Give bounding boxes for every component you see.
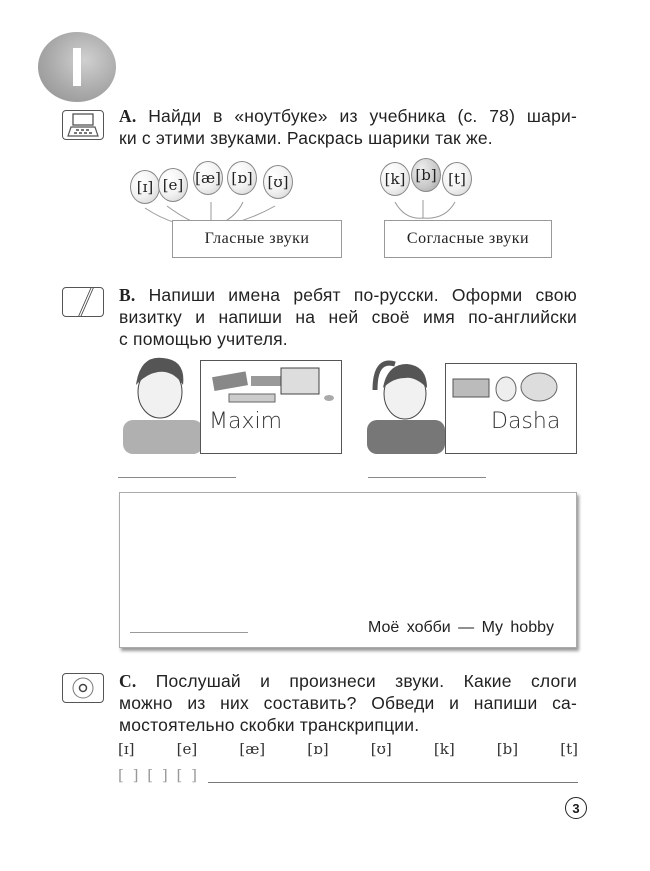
hobby-name-line[interactable] <box>130 632 248 633</box>
balloon-consonant-2[interactable]: [b] <box>411 158 441 192</box>
balloon-vowel-5[interactable]: [ʊ] <box>263 165 293 199</box>
sound-item: [b] <box>496 740 519 758</box>
empty-brackets[interactable]: [ ] [ ] [ ] <box>118 766 197 784</box>
balloon-vowel-2[interactable]: [e] <box>158 168 188 202</box>
balloon-vowel-3[interactable]: [æ] <box>193 161 223 195</box>
consonants-banner: Согласные звуки <box>384 220 552 258</box>
sound-item: [ɒ] <box>307 740 329 758</box>
unit-numeral <box>73 48 81 86</box>
balloon-consonant-1[interactable]: [k] <box>380 162 410 196</box>
sound-item: [ɪ] <box>118 740 135 758</box>
task-b-instructions: B. Напиши имена ребят по-русски. Оформи свою визитку и напиши на ней своё имя по-английски с помощью учителя. <box>119 285 577 349</box>
paints-and-cats-illustration <box>451 369 579 409</box>
hobby-caption: Моё хобби — My hobby <box>368 619 554 636</box>
task-c-instructions: C. Послушай и произнеси звуки. Какие слоги можно из них составить? Обведи и напиши са- мостоятельно скобки транскрипции. <box>119 671 577 735</box>
task-a-letter: A. <box>119 106 137 126</box>
sound-list <box>118 740 578 758</box>
sound-item: [k] <box>433 740 455 758</box>
computer-illustration <box>211 366 349 406</box>
hobby-card-box[interactable] <box>119 492 577 648</box>
balloon-consonant-3[interactable]: [t] <box>442 162 472 196</box>
sound-item: [æ] <box>239 740 266 758</box>
maxim-card <box>200 360 342 454</box>
cd-icon <box>62 673 104 703</box>
sound-item: [ʊ] <box>370 740 392 758</box>
task-b-letter: B. <box>119 285 136 305</box>
boy-illustration <box>118 350 203 454</box>
task-a-instructions: A. Найди в «ноутбуке» из учебника (с. 78) шари- ки с этими звуками. Раскрась шарики так же. <box>119 106 578 148</box>
sound-item: [t] <box>560 740 578 758</box>
laptop-icon <box>62 110 104 140</box>
dasha-name: Dasha <box>491 409 561 434</box>
vowels-banner: Гласные звуки <box>172 220 342 258</box>
task-c-letter: C. <box>119 671 137 691</box>
unit-badge <box>38 32 116 102</box>
maxim-name: Maxim <box>209 409 283 434</box>
dasha-card <box>445 363 577 454</box>
pencil-icon <box>62 287 104 317</box>
sound-item: [e] <box>176 740 198 758</box>
syllables-answer-line[interactable] <box>208 782 578 783</box>
dasha-answer-line[interactable] <box>368 477 486 478</box>
page-number: 3 <box>565 797 587 819</box>
maxim-answer-line[interactable] <box>118 477 236 478</box>
balloon-vowel-1[interactable]: [ɪ] <box>130 170 160 204</box>
girl-illustration <box>365 350 445 454</box>
balloon-vowel-4[interactable]: [ɒ] <box>227 161 257 195</box>
